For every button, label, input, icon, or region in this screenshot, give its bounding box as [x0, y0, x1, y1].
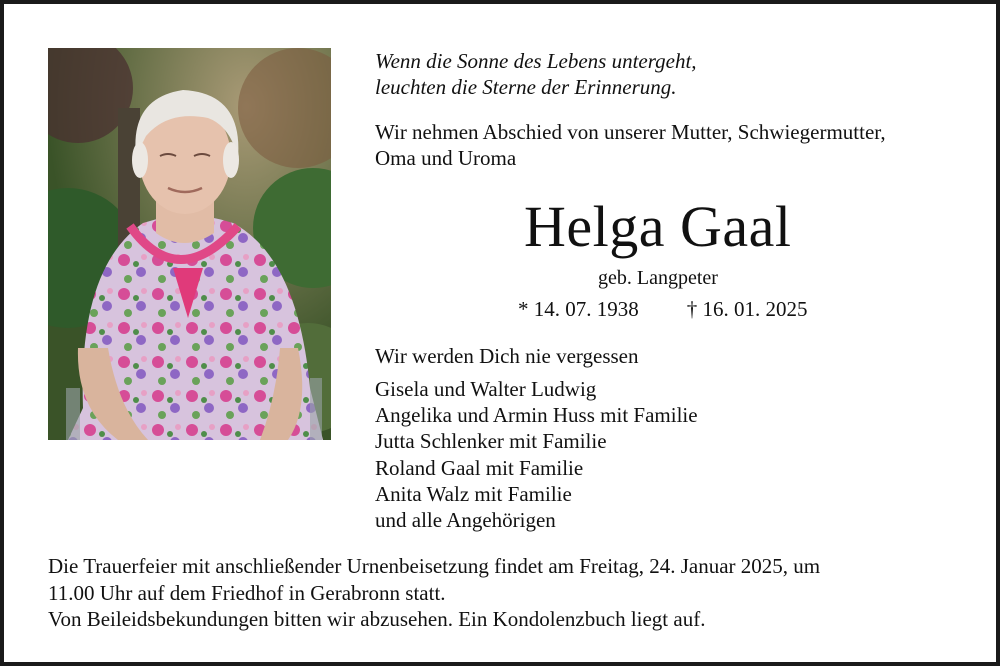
condolence-note: Von Beileidsbekundungen bitten wir abzusehen. Ein Kondolenzbuch liegt auf.: [48, 607, 706, 631]
intro-line: Wir nehmen Abschied von unserer Mutter, Schwiegermutter,: [375, 120, 886, 144]
mourner-item: Gisela und Walter Ludwig: [375, 377, 597, 401]
life-dates: [518, 296, 808, 322]
motto-line: Wenn die Sonne des Lebens untergeht,: [375, 49, 697, 73]
mourner-item: Jutta Schlenker mit Familie: [375, 429, 607, 454]
deceased-name: Helga Gaal: [524, 194, 792, 259]
portrait-photo: [48, 48, 331, 440]
mourner-item: Roland Gaal mit Familie: [375, 455, 584, 480]
motto-quote: [375, 48, 697, 100]
mourner-item: und alle Angehörigen: [375, 508, 556, 533]
funeral-info: [48, 553, 948, 633]
mourner-item: Angelika und Armin Huss mit Familie: [375, 403, 698, 428]
funeral-info-line: Die Trauerfeier mit anschließender Urnenbeisetzung findet am Freitag, 24. Januar 2025, um: [48, 554, 821, 578]
birth-date: * 14. 07. 1938: [518, 297, 639, 321]
funeral-info-line: 11.00 Uhr auf dem Friedhof in Gerabronn statt.: [48, 580, 446, 605]
mourner-item: Anita Walz mit Familie: [375, 481, 572, 506]
never-forget-text: Wir werden Dich nie vergessen: [375, 344, 639, 368]
death-date: † 16. 01. 2025: [686, 297, 808, 321]
intro-text: [375, 119, 975, 171]
mourners-list: [375, 376, 698, 533]
intro-line: Oma und Uroma: [375, 146, 517, 170]
motto-line: leuchten die Sterne der Erinnerung.: [375, 75, 677, 99]
birth-name: geb. Langpeter: [598, 267, 718, 289]
